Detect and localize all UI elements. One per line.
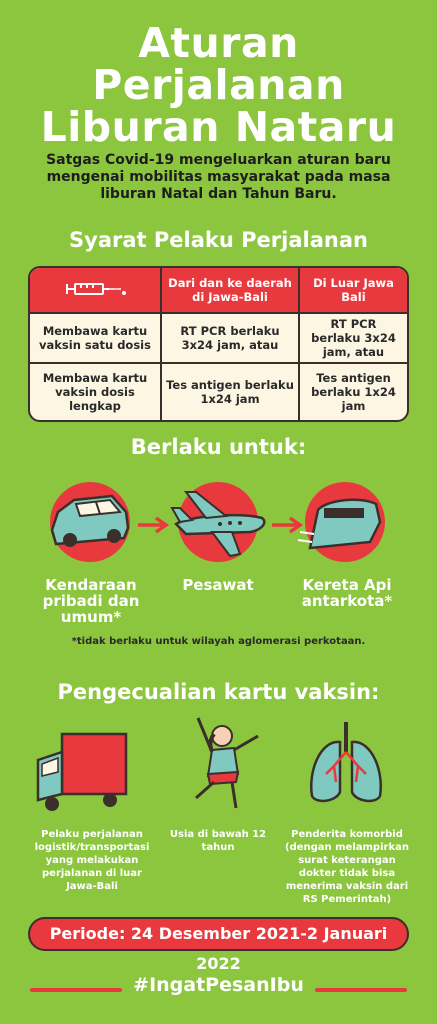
title-line-2: Perjalanan — [92, 61, 345, 109]
table-header-row — [30, 268, 407, 314]
table-row — [30, 314, 407, 364]
train-icon — [298, 482, 385, 562]
period-banner: Periode: 24 Desember 2021-2 Januari 2022 — [28, 917, 409, 951]
truck-icon — [38, 734, 126, 811]
column-header-luar-jawa-bali: Di Luar Jawa Bali — [300, 268, 407, 314]
transport-icons — [0, 482, 437, 562]
table-cell: RT PCR berlaku 3x24 jam, atau — [300, 314, 407, 364]
exception-label-comorbid: Penderita komorbid (dengan melampirkan surat keterangan dokter tidak bisa menerima vaksin dari RS Pemerintah) — [285, 829, 409, 905]
airplane-icon — [172, 482, 264, 562]
exception-label-logistics: Pelaku perjalanan logistik/transportasi yang melakukan perjalanan di luar Jawa-Bali — [34, 829, 150, 892]
title-line-3: Liburan Nataru — [40, 103, 397, 151]
applies-heading: Berlaku untuk: — [130, 435, 307, 459]
exception-label-children: Usia di bawah 12 tahun — [169, 829, 267, 853]
row-label: Membawa kartu vaksin dosis lengkap — [30, 364, 162, 420]
row-label: Membawa kartu vaksin satu dosis — [30, 314, 162, 364]
applies-label-train: Kereta Api antarkota* — [301, 576, 393, 610]
table-cell: RT PCR berlaku 3x24 jam, atau — [162, 314, 300, 364]
requirements-table — [28, 266, 409, 422]
hashtag: #IngatPesanIbu — [133, 974, 304, 996]
child-icon — [196, 718, 258, 808]
table-cell: Tes antigen berlaku 1x24 jam — [162, 364, 300, 420]
table-cell: Tes antigen berlaku 1x24 jam — [311, 371, 396, 413]
applies-label-car: Kendaraan pribadi dan umum* — [42, 576, 140, 626]
applies-label-plane: Pesawat — [182, 576, 254, 594]
exceptions-heading: Pengecualian kartu vaksin: — [57, 680, 380, 704]
table-row — [30, 364, 407, 420]
page-title — [0, 19, 437, 151]
column-header-jawa-bali: Dari dan ke daerah di Jawa-Bali — [162, 268, 300, 314]
divider-right — [315, 988, 407, 992]
applies-note: *tidak berlaku untuk wilayah aglomerasi perkotaan. — [71, 636, 366, 647]
requirements-heading: Syarat Pelaku Perjalanan — [69, 228, 368, 252]
exception-icons — [0, 712, 437, 822]
intro-text: Satgas Covid-19 mengeluarkan aturan baru mengenai mobilitas masyarakat pada masa liburan Natal dan Tahun Baru. — [46, 152, 391, 202]
syringe-icon — [30, 268, 162, 314]
lungs-icon — [311, 722, 381, 801]
car-icon — [50, 482, 130, 562]
title-line-1: Aturan — [138, 19, 299, 67]
